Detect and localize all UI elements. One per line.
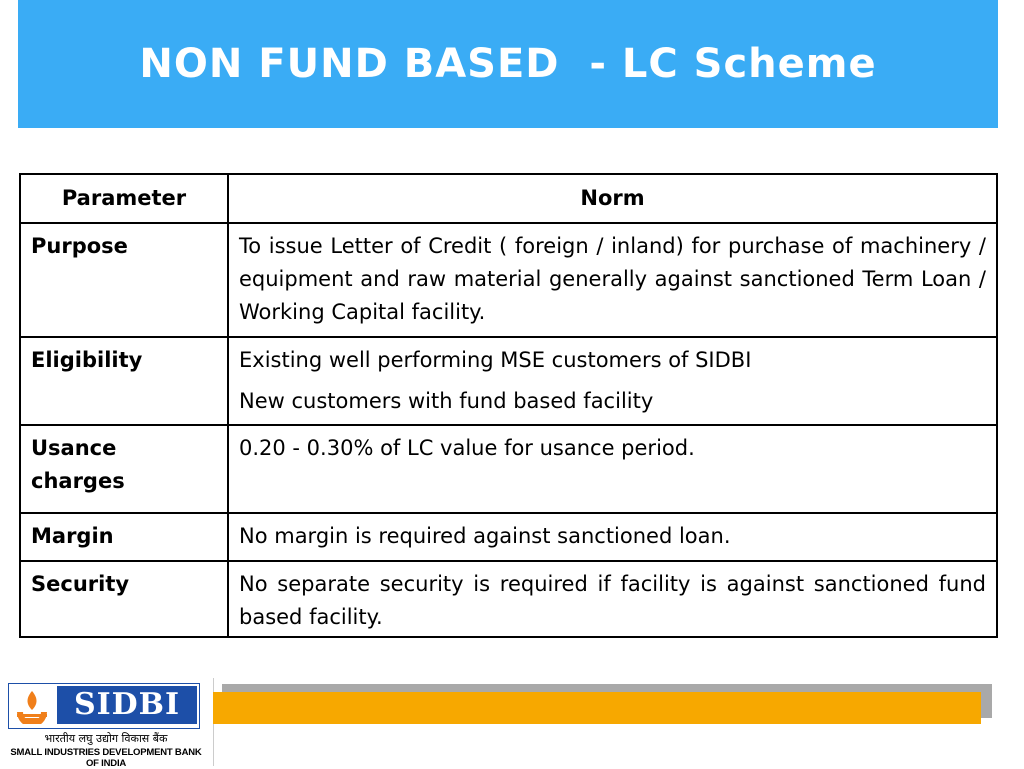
- norm-security: No separate security is required if facility is against sanctioned fund based facility.: [228, 561, 997, 637]
- norm-eligibility: [228, 337, 997, 425]
- lc-scheme-table: [19, 173, 998, 638]
- norm-margin: No margin is required against sanctioned loan.: [228, 513, 997, 561]
- lc-scheme-table-container: [19, 173, 998, 638]
- sidbi-logo-box: [8, 683, 200, 729]
- slide-title: NON FUND BASED - LC Scheme: [139, 41, 877, 87]
- sidbi-hindi-name: भारतीय लघु उद्योग विकास बैंक: [44, 732, 168, 745]
- param-eligibility: Eligibility: [20, 337, 228, 425]
- header-norm: Norm: [228, 174, 997, 223]
- norm-usance-charges: 0.20 - 0.30% of LC value for usance period.: [228, 425, 997, 513]
- param-purpose: Purpose: [20, 223, 228, 337]
- sidbi-logo: [6, 683, 212, 769]
- header-parameter: Parameter: [20, 174, 228, 223]
- table-row: [20, 337, 997, 425]
- table-header-row: [20, 174, 997, 223]
- table-row: [20, 513, 997, 561]
- param-usance-charges: Usance charges: [20, 425, 228, 513]
- title-banner: [18, 0, 998, 128]
- norm-eligibility-line2: New customers with fund based facility: [239, 389, 654, 413]
- sidbi-english-name: SMALL INDUSTRIES DEVELOPMENT BANK OF INDIA: [10, 747, 202, 769]
- table-row: [20, 425, 997, 513]
- param-margin: Margin: [20, 513, 228, 561]
- param-security: Security: [20, 561, 228, 637]
- sidbi-wordmark: SIDBI: [57, 686, 197, 724]
- norm-purpose: To issue Letter of Credit ( foreign / inland) for purchase of machinery / equipment and raw material generally against sanctioned Term Loan / Working Capital facility.: [228, 223, 997, 337]
- table-row: [20, 561, 997, 637]
- footer-bar: [213, 692, 981, 724]
- sidbi-emblem-icon: [13, 686, 51, 724]
- table-row: [20, 223, 997, 337]
- norm-eligibility-line1: Existing well performing MSE customers of SIDBI: [239, 348, 752, 372]
